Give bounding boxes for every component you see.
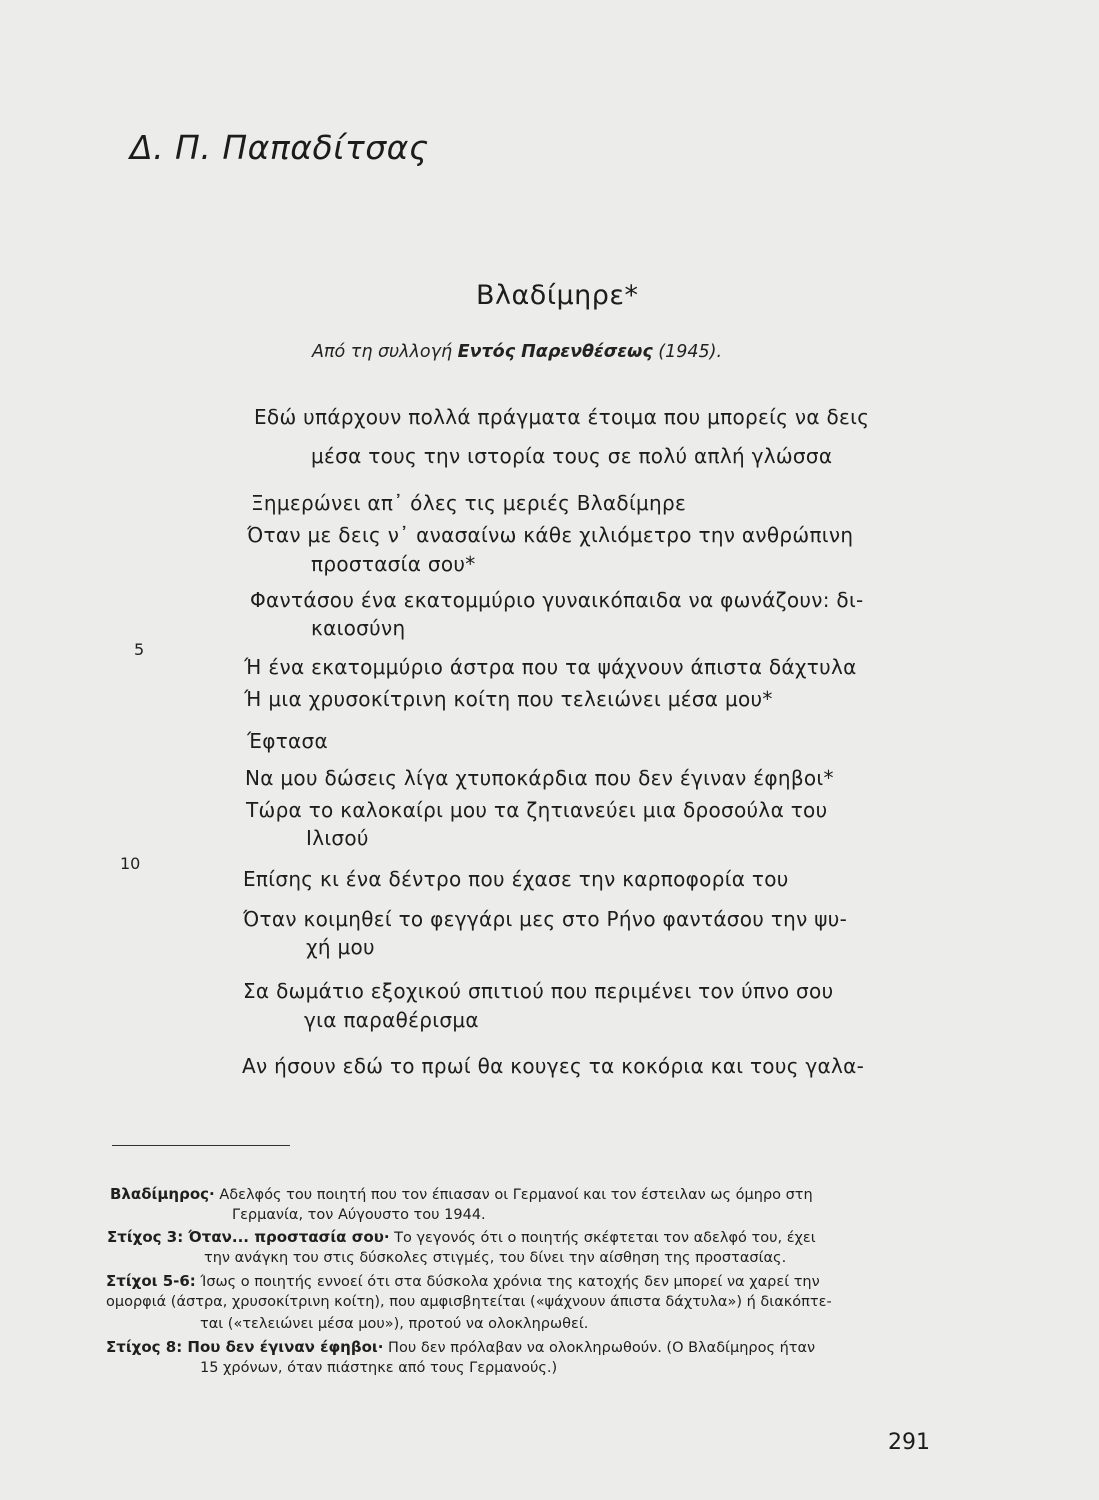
poem-line: καιοσύνη [311,616,406,640]
line-number: 10 [120,854,141,873]
author-heading: Δ. Π. Παπαδίτσας [130,128,429,167]
poem-line: Ιλισού [306,826,369,850]
footnote-label: Στίχος 8: Που δεν έγιναν έφηβοι· [106,1338,384,1356]
poem-line: Αν ήσουν εδώ το πρωί θα κουγες τα κοκόρια και τους γαλα- [242,1054,865,1078]
poem-line: Ξημερώνει απ᾽ όλες τις μεριές Βλαδίμηρε [251,491,687,515]
poem-line: Φαντάσου ένα εκατομμύριο γυναικόπαιδα να φωνάζουν: δι- [250,588,864,612]
footnote [110,1185,813,1203]
footnote-text: την ανάγκη του στις δύσκολες στιγμές, του δίνει την αίσθηση της προστασίας. [204,1250,787,1266]
footnote-label: Βλαδίμηρος· [110,1185,215,1203]
footnote-text: Γερμανία, τον Αύγουστο του 1944. [232,1207,486,1223]
footnote [106,1338,815,1356]
poem-line: Να μου δώσεις λίγα χτυποκάρδια που δεν έγιναν έφηβοι* [245,766,834,790]
footnote-text: ται («τελειώνει μέσα μου»), προτού να ολοκληρωθεί. [200,1316,589,1332]
footnote-text: ομορφιά (άστρα, χρυσοκίτρινη κοίτη), που αμφισβητείται («ψάχνουν άπιστα δάχτυλα») ή διακόπτε- [106,1294,832,1310]
source-book: Εντός Παρενθέσεως [457,342,653,362]
poem-title: Βλαδίμηρε* [476,280,639,311]
poem-line: Εδώ υπάρχουν πολλά πράγματα έτοιμα που μπορείς να δεις [254,405,870,429]
page-number: 291 [888,1430,930,1455]
source-suffix: (1945). [652,342,723,362]
footnote [107,1228,816,1246]
poem-line: Ή ένα εκατομμύριο άστρα που τα ψάχνουν άπιστα δάχτυλα [244,655,857,679]
poem-line: Σα δωμάτιο εξοχικού σπιτιού που περιμένει τον ύπνο σου [243,979,834,1003]
footnote-text: Το γεγονός ότι ο ποιητής σκέφτεται τον αδελφό του, έχει [389,1230,816,1246]
poem-line: για παραθέρισμα [304,1008,479,1032]
footnote-text: Ίσως ο ποιητής εννοεί ότι στα δύσκολα χρόνια της κατοχής δεν μπορεί να χαρεί την [195,1274,820,1290]
poem-line: Επίσης κι ένα δέντρο που έχασε την καρποφορία του [243,867,789,891]
footnote-text: Αδελφός του ποιητή που τον έπιασαν οι Γερμανοί και τον έστειλαν ως όμηρο στη [214,1187,813,1203]
footnote-text: Που δεν πρόλαβαν να ολοκληρωθούν. (Ο Βλαδίμηρος ήταν [383,1340,816,1356]
poem-line: Τώρα το καλοκαίρι μου τα ζητιανεύει μια δροσούλα του [246,798,828,822]
footnote-label: Στίχος 3: Όταν... προστασία σου· [107,1228,390,1246]
footnote-divider [112,1145,290,1146]
source-line [312,342,722,362]
line-number: 5 [134,640,145,659]
poem-line: μέσα τους την ιστορία τους σε πολύ απλή γλώσσα [311,444,833,468]
poem-line: Έφτασα [247,729,328,753]
footnote-label: Στίχοι 5-6: [106,1272,196,1290]
poem-line: προστασία σου* [311,552,476,576]
source-prefix: Από τη συλλογή [312,342,458,362]
footnote-text: 15 χρόνων, όταν πιάστηκε από τους Γερμανούς.) [200,1360,558,1376]
footnote [106,1272,820,1290]
poem-line: Ή μια χρυσοκίτρινη κοίτη που τελειώνει μέσα μου* [244,687,773,711]
poem-line: Όταν κοιμηθεί το φεγγάρι μες στο Ρήνο φαντάσου την ψυ- [243,907,848,931]
poem-line: χή μου [306,935,375,959]
poem-line: Όταν με δεις ν᾽ ανασαίνω κάθε χιλιόμετρο την ανθρώπινη [247,523,854,547]
